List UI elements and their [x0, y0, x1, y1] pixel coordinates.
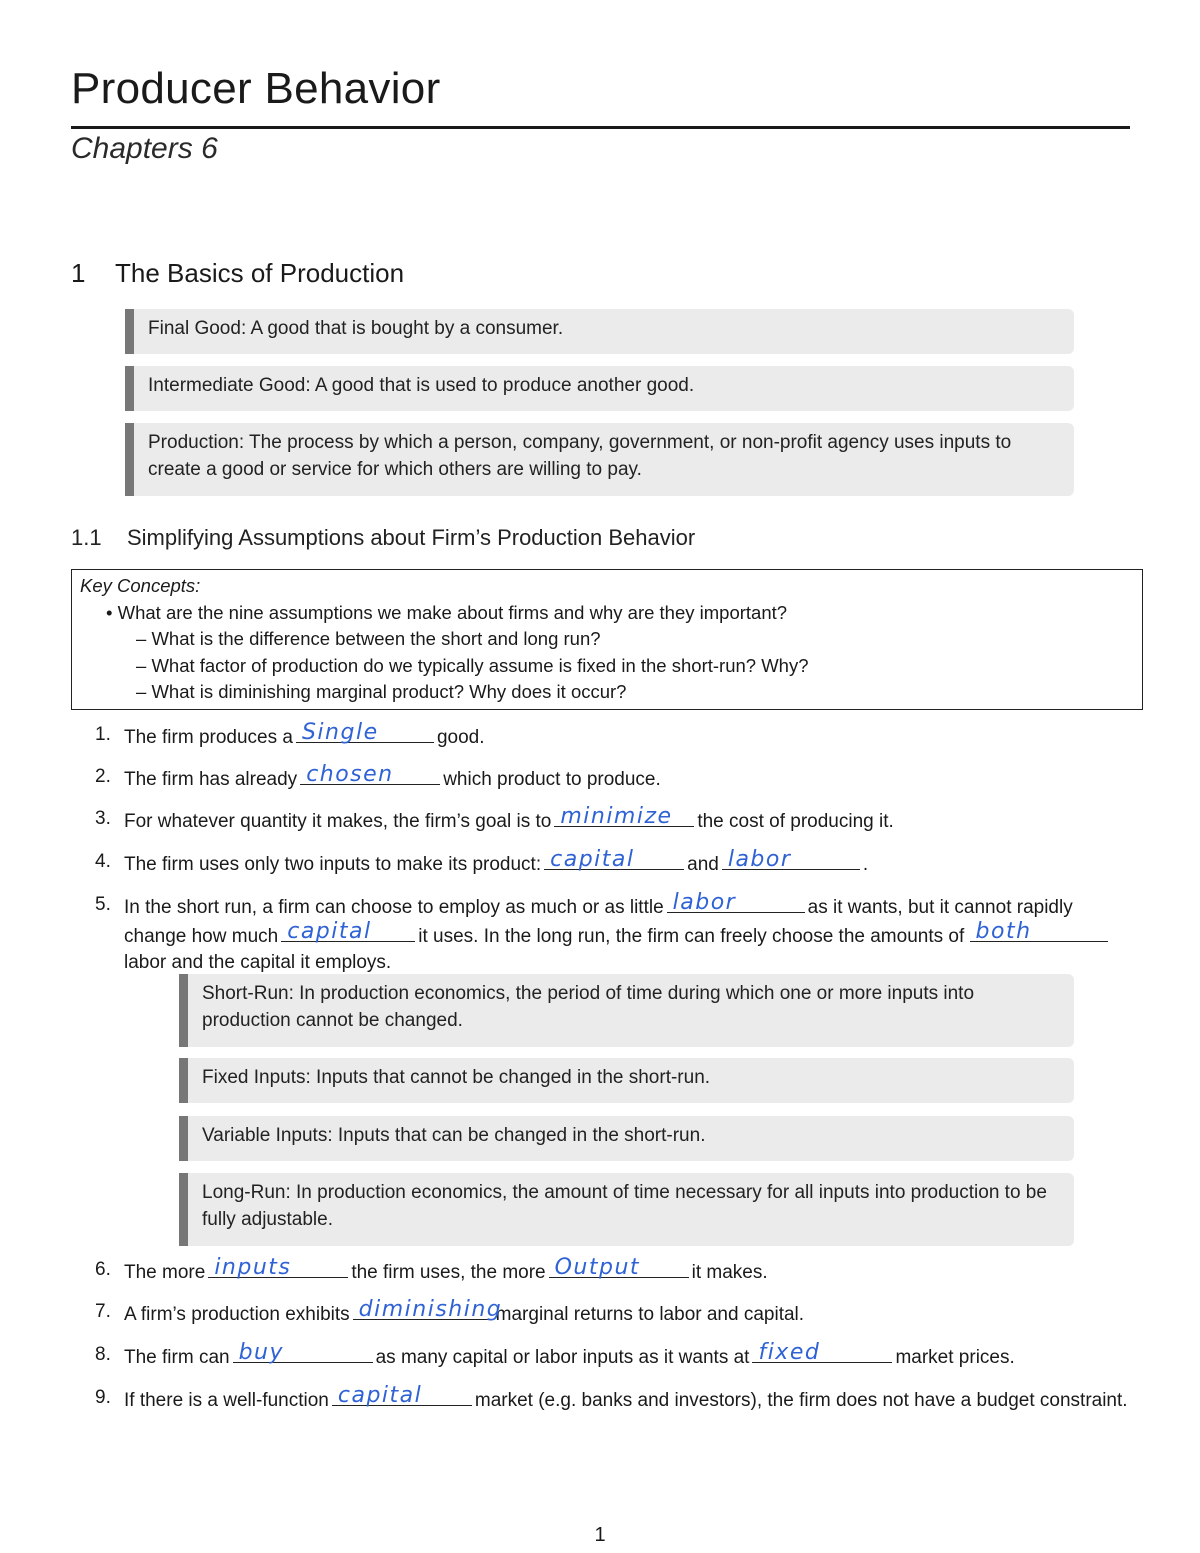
answer-blank[interactable] [667, 892, 805, 913]
text: For whatever quantity it makes, the firm’s goal is to [124, 811, 552, 832]
handwritten-answer: Output [554, 1255, 641, 1280]
answer-blank[interactable] [332, 1385, 472, 1406]
answer-blank[interactable] [722, 849, 860, 870]
text: market prices. [895, 1347, 1015, 1368]
text: good. [436, 727, 485, 748]
assumption-2 [95, 764, 1135, 793]
bullet-symbol: • [106, 601, 113, 623]
handwritten-answer: chosen [306, 762, 394, 787]
assumption-1 [95, 722, 1135, 751]
text: the firm uses, the more [351, 1262, 546, 1283]
text: as many capital or labor inputs as it wants at [375, 1347, 750, 1368]
item-number: 7. [95, 1301, 111, 1322]
answer-blank[interactable] [281, 921, 415, 942]
key-concept-sub [80, 626, 1134, 653]
subsection-number: 1.1 [71, 525, 102, 550]
handwritten-answer: capital [337, 1383, 423, 1408]
text: market (e.g. banks and investors), the firm does not have a budget constraint. [474, 1390, 1128, 1411]
handwritten-answer: both [975, 919, 1032, 944]
assumption-9 [95, 1385, 1135, 1414]
text: The more [124, 1262, 206, 1283]
text: The firm produces a [124, 727, 293, 748]
key-concept-sub-text: What factor of production do we typically assume is fixed in the short-run? Why? [151, 654, 809, 676]
assumption-5 [95, 892, 1135, 976]
item-number: 1. [95, 724, 111, 745]
definition-fixed-inputs: Fixed Inputs: Inputs that cannot be changed in the short-run. [179, 1058, 1074, 1103]
assumptions-list [95, 722, 1135, 999]
text: it makes. [691, 1262, 768, 1283]
definition-short-run: Short-Run: In production economics, the period of time during which one or more inputs into production cannot be changed. [179, 974, 1074, 1047]
item-number: 9. [95, 1387, 111, 1408]
assumption-7 [95, 1299, 1135, 1328]
answer-blank[interactable] [233, 1342, 373, 1363]
handwritten-answer: labor [727, 847, 792, 872]
item-number: 3. [95, 808, 111, 829]
definition-final-good: Final Good: A good that is bought by a consumer. [125, 309, 1074, 354]
text: . [862, 854, 869, 875]
text: A firm’s production exhibits [124, 1304, 350, 1325]
handwritten-answer: inputs [214, 1255, 292, 1280]
handwritten-answer: capital [287, 919, 372, 944]
text: labor and the capital it employs. [124, 952, 392, 973]
answer-blank[interactable] [300, 764, 440, 785]
handwritten-answer: minimize [560, 804, 673, 829]
text: If there is a well-function [124, 1390, 329, 1411]
assumptions-list-continued [95, 1257, 1135, 1414]
answer-blank[interactable] [544, 849, 684, 870]
assumption-4 [95, 849, 1135, 878]
title-rule [71, 126, 1130, 129]
text: The firm can [124, 1347, 230, 1368]
answer-blank[interactable] [752, 1342, 892, 1363]
text: In the short run, a firm can choose to employ as much or as little [124, 897, 664, 918]
key-concept-sub [80, 679, 1134, 706]
definition-variable-inputs: Variable Inputs: Inputs that can be changed in the short-run. [179, 1116, 1074, 1161]
key-concept-bullet [80, 600, 1134, 627]
item-number: 4. [95, 851, 111, 872]
key-concept-text: What are the nine assumptions we make about firms and why are they important? [117, 601, 788, 623]
item-number: 5. [95, 894, 111, 915]
answer-blank[interactable] [353, 1297, 503, 1322]
assumption-8 [95, 1342, 1135, 1371]
dash-symbol: – [136, 628, 147, 649]
key-concepts-heading: Key Concepts: [80, 575, 201, 596]
dash-symbol: – [136, 654, 147, 676]
text: which product to produce. [443, 769, 661, 790]
item-number: 6. [95, 1259, 111, 1280]
text: The firm uses only two inputs to make its product: [124, 854, 542, 875]
assumption-3 [95, 806, 1135, 835]
answer-blank[interactable] [208, 1257, 348, 1278]
answer-blank[interactable] [554, 806, 694, 827]
text: it uses. In the long run, the firm can freely choose the amounts of [418, 926, 965, 947]
text: the cost of producing it. [697, 811, 894, 832]
document-title: Producer Behavior [71, 64, 441, 113]
section-1-heading [71, 258, 404, 289]
definition-long-run: Long-Run: In production economics, the amount of time necessary for all inputs into production to be fully adjustable. [179, 1173, 1074, 1246]
assumption-6 [95, 1257, 1135, 1286]
text: marginal returns to labor and capital. [495, 1304, 805, 1325]
key-concept-sub [80, 653, 1134, 680]
text: and [687, 854, 719, 875]
item-number: 8. [95, 1344, 111, 1365]
key-concept-sub-text: What is diminishing marginal product? Why does it occur? [151, 681, 627, 702]
handwritten-answer: buy [238, 1340, 285, 1365]
definition-production: Production: The process by which a person, company, government, or non-profit agency uses inputs to create a good or service for which others are willing to pay. [125, 423, 1074, 496]
subsection-title: Simplifying Assumptions about Firm’s Production Behavior [127, 525, 696, 550]
answer-blank[interactable] [296, 722, 434, 743]
page-number: 1 [594, 1524, 606, 1546]
text: as it wants, but it cannot rapidly change how much [124, 897, 1073, 947]
text: The firm has already [124, 769, 298, 790]
handwritten-answer: labor [672, 890, 737, 915]
handwritten-answer: capital [550, 847, 635, 872]
definition-intermediate-good: Intermediate Good: A good that is used to produce another good. [125, 366, 1074, 411]
item-number: 2. [95, 766, 111, 787]
key-concept-sub-text: What is the difference between the short and long run? [151, 628, 601, 649]
section-title: The Basics of Production [115, 258, 405, 288]
section-number: 1 [71, 258, 86, 288]
key-concepts-box [71, 569, 1143, 710]
answer-blank[interactable] [970, 921, 1108, 942]
answer-blank[interactable] [549, 1257, 689, 1278]
handwritten-answer: fixed [758, 1340, 821, 1365]
section-1-1-heading [71, 525, 695, 551]
document-subtitle: Chapters 6 [71, 132, 218, 165]
handwritten-answer: diminishing [358, 1297, 503, 1322]
handwritten-answer: Single [301, 720, 379, 745]
dash-symbol: – [136, 681, 147, 702]
